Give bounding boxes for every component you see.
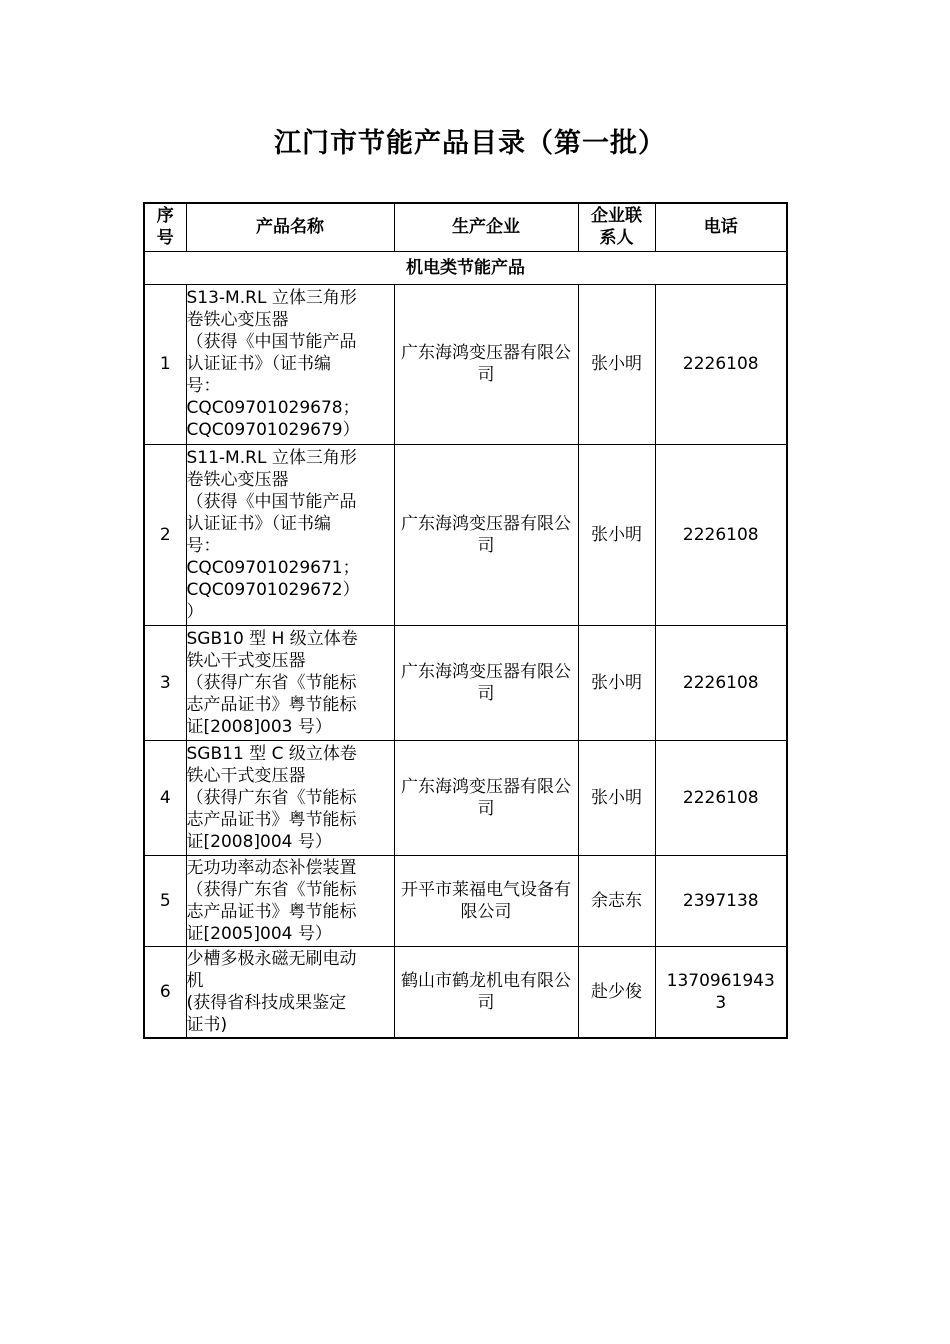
product-catalog-table xyxy=(143,202,788,1039)
contact-person: 余志东 xyxy=(578,855,655,946)
company-name: 开平市莱福电气设备有限公司 xyxy=(401,879,571,922)
product-name-cell xyxy=(186,740,394,855)
product-name-line: CQC09701029672） xyxy=(186,579,360,600)
header-contact: 企业联系人 xyxy=(578,203,655,251)
header-no: 序号 xyxy=(144,203,186,251)
product-name-line: 认证证书》（证书编 xyxy=(186,513,331,534)
company-cell xyxy=(394,946,578,1038)
product-name-line: 志产品证书》粤节能标 xyxy=(186,694,357,715)
row-number: 6 xyxy=(144,946,186,1038)
phone-number: 2397138 xyxy=(682,890,759,911)
phone-cell xyxy=(655,946,787,1038)
phone-number: 2226108 xyxy=(682,787,759,808)
product-name-line: CQC09701029678； xyxy=(186,398,360,418)
company-cell xyxy=(394,625,578,740)
header-company: 生产企业 xyxy=(394,203,578,251)
table-row xyxy=(144,444,787,625)
contact-person: 张小明 xyxy=(578,625,655,740)
product-name-cell xyxy=(186,946,394,1038)
table-row xyxy=(144,855,787,946)
product-name-line: 铁心干式变压器 xyxy=(186,765,306,786)
phone-cell xyxy=(655,284,787,444)
product-name-line: 证书) xyxy=(186,1014,228,1035)
phone-cell xyxy=(655,740,787,855)
company-name: 广东海鸿变压器有限公司 xyxy=(401,661,571,704)
product-name-line: 卷铁心变压器 xyxy=(186,310,289,330)
product-name-cell xyxy=(186,284,394,444)
contact-person: 张小明 xyxy=(578,444,655,625)
product-name-line: 机 xyxy=(186,970,204,991)
product-name-line: (获得省科技成果鉴定 xyxy=(186,992,347,1013)
company-name: 广东海鸿变压器有限公司 xyxy=(401,513,571,556)
product-name-line: （获得《中国节能产品 xyxy=(186,491,357,512)
section-row xyxy=(144,251,787,284)
product-name-line: 无功功率动态补偿装置 xyxy=(186,857,357,878)
section-title: 机电类节能产品 xyxy=(144,251,787,284)
product-name-line: （获得广东省《节能标 xyxy=(186,787,357,808)
header-phone: 电话 xyxy=(655,203,787,251)
product-name-line: 证[2005]004 号） xyxy=(186,923,332,944)
table-row xyxy=(144,284,787,444)
product-name-line: 少槽多极永磁无刷电动 xyxy=(186,948,357,969)
page-title: 江门市节能产品目录（第一批） xyxy=(274,128,666,159)
product-name-line: （获得广东省《节能标 xyxy=(186,672,357,693)
product-name-line: ） xyxy=(186,601,204,622)
company-name: 鹤山市鹤龙机电有限公司 xyxy=(401,970,571,1013)
company-name: 广东海鸿变压器有限公司 xyxy=(401,343,571,385)
contact-person: 赴少俊 xyxy=(578,946,655,1038)
company-cell xyxy=(394,855,578,946)
product-name-line: SGB10 型 H 级立体卷 xyxy=(186,628,358,649)
phone-number: 2226108 xyxy=(682,672,759,693)
product-name-line: 认证证书》（证书编 xyxy=(186,354,331,374)
product-name-line: CQC09701029671； xyxy=(186,557,360,578)
product-name-cell xyxy=(186,444,394,625)
company-cell xyxy=(394,740,578,855)
row-number: 3 xyxy=(144,625,186,740)
product-name-line: 号： xyxy=(186,535,221,556)
phone-cell xyxy=(655,444,787,625)
product-name-line: 志产品证书》粤节能标 xyxy=(186,901,357,922)
company-name: 广东海鸿变压器有限公司 xyxy=(401,776,571,819)
row-number: 4 xyxy=(144,740,186,855)
product-name-line: S13-M.RL 立体三角形 xyxy=(186,288,357,308)
product-name-line: （获得《中国节能产品 xyxy=(186,332,357,352)
product-name-line: （获得广东省《节能标 xyxy=(186,879,357,900)
header-product-name: 产品名称 xyxy=(186,203,394,251)
product-name-line: S11-M.RL 立体三角形 xyxy=(186,447,357,468)
phone-number: 2226108 xyxy=(682,524,759,545)
row-number: 2 xyxy=(144,444,186,625)
product-name-line: 号： xyxy=(186,376,221,396)
product-name-cell xyxy=(186,625,394,740)
contact-person: 张小明 xyxy=(578,740,655,855)
phone-cell xyxy=(655,625,787,740)
table-row xyxy=(144,625,787,740)
product-name-line: 铁心干式变压器 xyxy=(186,650,306,671)
product-name-line: SGB11 型 C 级立体卷 xyxy=(186,743,357,764)
product-name-line: 证[2008]003 号） xyxy=(186,716,332,737)
phone-cell xyxy=(655,855,787,946)
product-name-line: CQC09701029679） xyxy=(186,420,360,440)
product-name-line: 证[2008]004 号） xyxy=(186,831,332,852)
row-number: 5 xyxy=(144,855,186,946)
phone-number: 2226108 xyxy=(682,354,759,374)
row-number: 1 xyxy=(144,284,186,444)
product-name-cell xyxy=(186,855,394,946)
table-row xyxy=(144,946,787,1038)
contact-person: 张小明 xyxy=(578,284,655,444)
company-cell xyxy=(394,284,578,444)
product-name-line: 卷铁心变压器 xyxy=(186,469,289,490)
table-header-row xyxy=(144,203,787,251)
company-cell xyxy=(394,444,578,625)
product-name-line: 志产品证书》粤节能标 xyxy=(186,809,357,830)
table-row xyxy=(144,740,787,855)
phone-number: 13709619433 xyxy=(666,970,775,1013)
